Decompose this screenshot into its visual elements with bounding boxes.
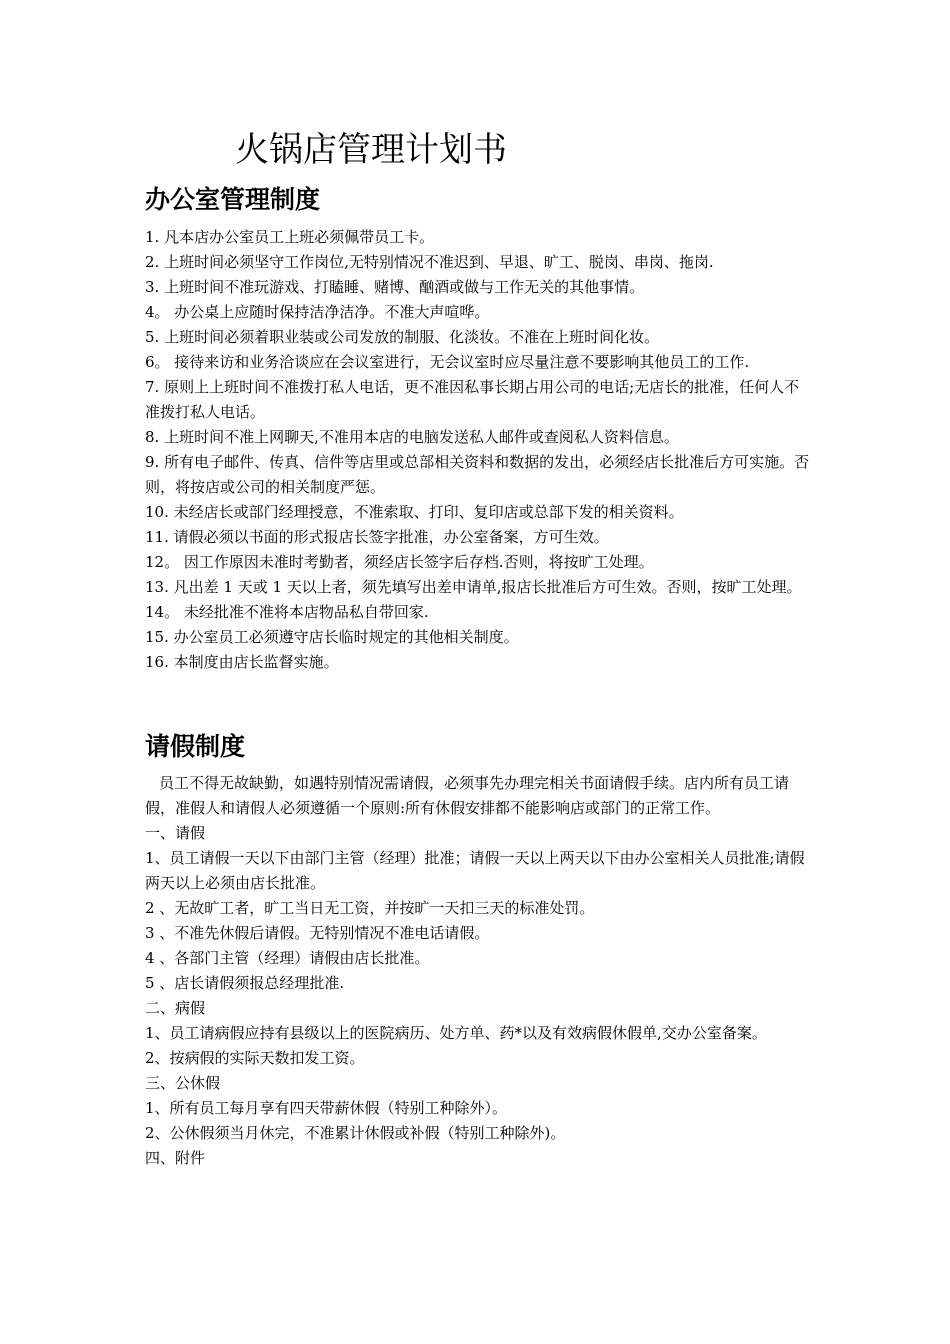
leave-subheading: 二、病假: [145, 999, 206, 1017]
office-rule: 11. 请假必须以书面的形式报店长签字批准，办公室备案，方可生效。: [145, 528, 609, 546]
office-rules-list: [145, 225, 813, 675]
office-rule: 5. 上班时间必须着职业装或公司发放的制服、化淡妆。不准在上班时间化妆。: [145, 328, 660, 346]
office-rule: 6。 接待来访和业务洽谈应在会议室进行，无会议室时应尽量注意不要影响其他员工的工作.: [145, 353, 750, 371]
office-rule: 7. 原则上上班时间不准拨打私人电话，更不准因私事长期占用公司的电话;无店长的批准，任何人不准拨打私人电话。: [145, 378, 800, 421]
leave-rule: 4 、各部门主管（经理）请假由店长批准。: [145, 949, 430, 967]
office-rule: 8. 上班时间不准上网聊天,不准用本店的电脑发送私人邮件或查阅私人资料信息。: [145, 428, 679, 446]
leave-subheading: 四、附件: [145, 1149, 206, 1167]
office-rule: 2. 上班时间必须坚守工作岗位,无特别情况不准迟到、早退、旷工、脱岗、串岗、拖岗.: [145, 253, 714, 271]
office-rule: 15. 办公室员工必须遵守店长临时规定的其他相关制度。: [145, 628, 519, 646]
office-rule: 13. 凡出差 1 天或 1 天以上者，须先填写出差申请单,报店长批准后方可生效。否则，按旷工处理。: [145, 578, 802, 596]
office-rules-heading: 办公室管理制度: [145, 185, 321, 214]
leave-subheading: 一、请假: [145, 824, 206, 842]
leave-rule: 3 、不准先休假后请假。无特别情况不准电话请假。: [145, 924, 490, 942]
office-rule: 14。 未经批准不准将本店物品私自带回家.: [145, 603, 429, 621]
leave-rule: 1、所有员工每月享有四天带薪休假（特别工种除外）。: [145, 1099, 508, 1117]
leave-rule: 2、公休假须当月休完，不准累计休假或补假（特别工种除外)。: [145, 1124, 566, 1142]
leave-intro-paragraph: 员工不得无故缺勤，如遇特别情况需请假，必须事先办理完相关书面请假手续。店内所有员工请假，准假人和请假人必须遵循一个原则:所有休假安排都不能影响店或部门的正常工作。: [145, 774, 790, 817]
document-title: 火锅店管理计划书: [235, 130, 507, 170]
office-rule: 10. 未经店长或部门经理授意，不准索取、打印、复印店或总部下发的相关资料。: [145, 503, 684, 521]
office-rule: 1. 凡本店办公室员工上班必须佩带员工卡。: [145, 228, 435, 246]
office-rule: 12。 因工作原因未准时考勤者，须经店长签字后存档.否则，将按旷工处理。: [145, 553, 654, 571]
leave-rule: 5 、店长请假须报总经理批准.: [145, 974, 345, 992]
office-rule: 9. 所有电子邮件、传真、信件等店里或总部相关资料和数据的发出，必须经店长批准后方可实施。否则，将按店或公司的相关制度严惩。: [145, 453, 810, 496]
leave-subheading: 三、公休假: [145, 1074, 221, 1092]
office-rule: 16. 本制度由店长监督实施。: [145, 653, 339, 671]
leave-rule: 1、员工请病假应持有县级以上的医院病历、处方单、药*以及有效病假休假单,交办公室备案。: [145, 1024, 767, 1042]
leave-rule: 2 、无故旷工者，旷工当日无工资，并按旷一天扣三天的标准处罚。: [145, 899, 595, 917]
office-rule: 3. 上班时间不准玩游戏、打瞌睡、赌博、酗酒或做与工作无关的其他事情。: [145, 278, 645, 296]
leave-rule: 2、按病假的实际天数扣发工资。: [145, 1049, 365, 1067]
leave-policy-body: [145, 771, 813, 1171]
leave-policy-heading: 请假制度: [145, 732, 246, 761]
leave-rule: 1、员工请假一天以下由部门主管（经理）批准；请假一天以上两天以下由办公室相关人员批准;请假两天以上必须由店长批准。: [145, 849, 805, 892]
office-rule: 4。 办公桌上应随时保持洁净洁净。不准大声喧哗。: [145, 303, 490, 321]
